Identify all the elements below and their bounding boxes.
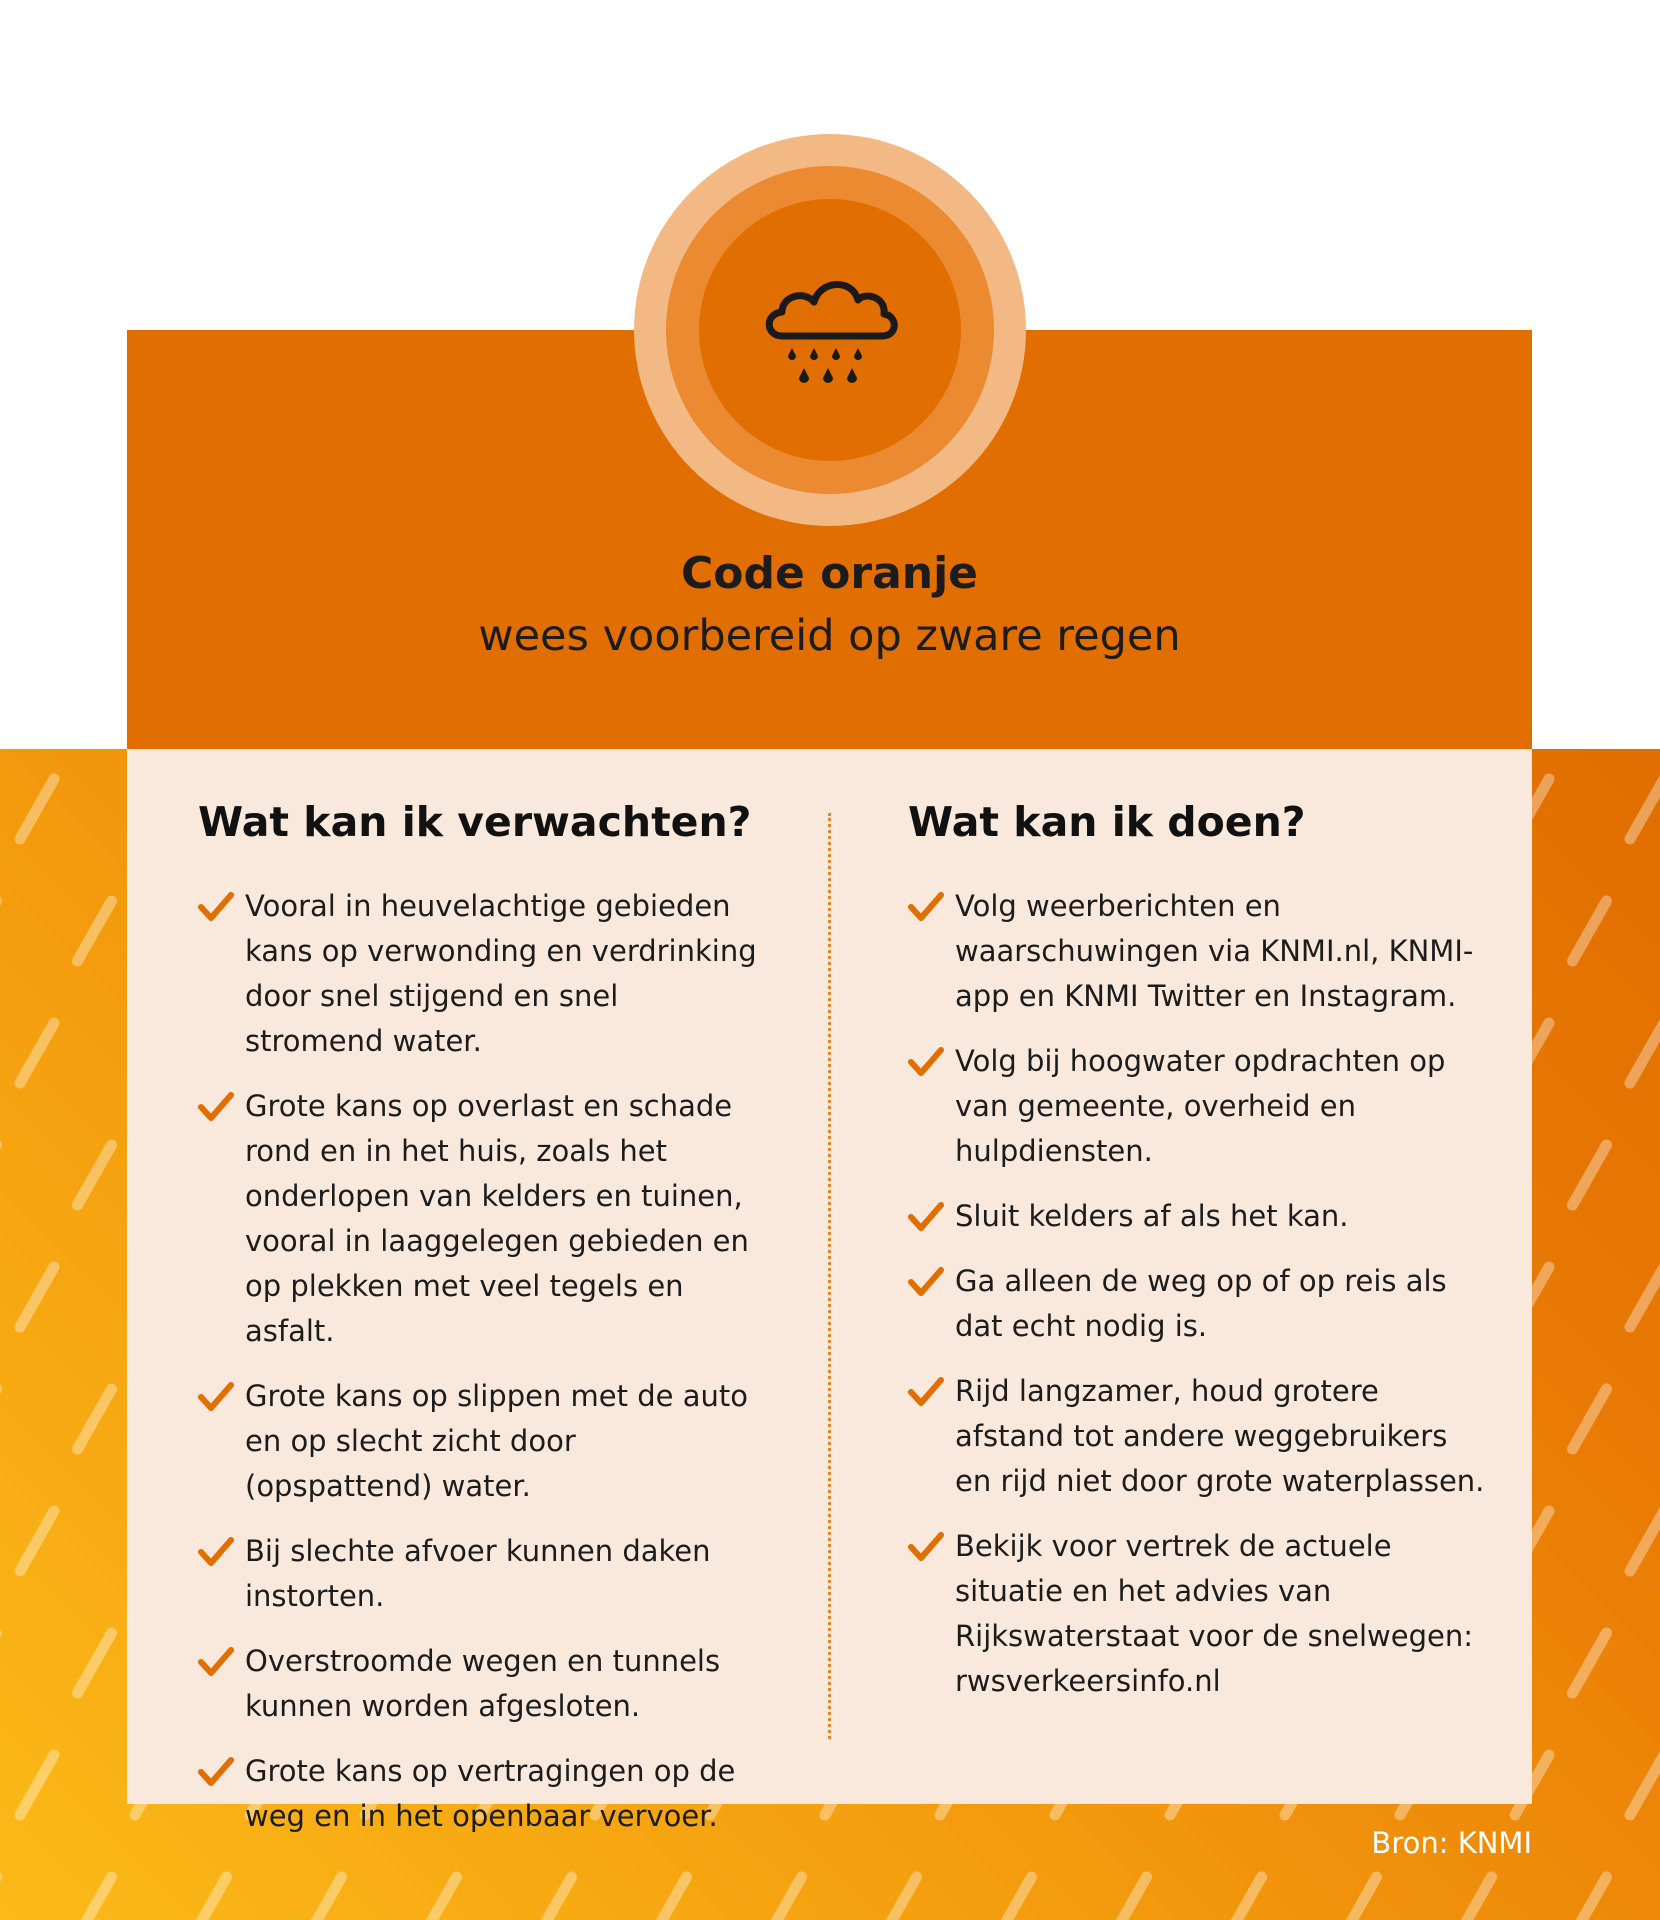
rain-stripe [1113,1877,1147,1920]
checkmark-icon [908,1531,944,1563]
todo-column [908,798,1488,1724]
checkmark-icon [908,1201,944,1233]
rain-stripe [423,1877,457,1920]
checkmark-icon [908,1266,944,1298]
expect-item-text: Grote kans op slippen met de auto en op slecht zicht door (opspattend) water. [245,1379,748,1503]
todo-item [908,1194,1488,1239]
todo-item-text: Sluit kelders af als het kan. [955,1199,1349,1233]
rain-stripe [78,1877,112,1920]
rain-stripe [1573,1389,1607,1449]
todo-item-text: Volg bij hoogwater opdrachten op van gemeente, overheid en hulpdiensten. [955,1044,1446,1168]
checkmark-icon [908,1376,944,1408]
rain-stripe [78,1145,112,1205]
expect-item [198,1529,758,1619]
checkmark-icon [908,1046,944,1078]
rain-stripe [883,1877,917,1920]
rain-stripe [20,1755,54,1815]
todo-list [908,884,1488,1704]
page-title: Code oranje [680,548,979,599]
expect-item [198,1639,758,1729]
expect-item [198,1749,758,1839]
todo-item [908,1369,1488,1504]
rain-stripe [1573,1633,1607,1693]
rain-stripe [193,1877,227,1920]
rain-stripe [78,1633,112,1693]
expect-item-text: Grote kans op vertragingen op de weg en in het openbaar vervoer. [245,1754,736,1833]
rain-stripe [308,1877,342,1920]
rain-stripe [20,1267,54,1327]
todo-item-text: Bekijk voor vertrek de actuele situatie en het advies van Rijkswaterstaat voor de snelwegen: rwsverkeersinfo.nl [955,1529,1474,1698]
page-subtitle: wees voorbereid op zware regen [478,611,1181,661]
rain-stripe [653,1877,687,1920]
rain-stripe [78,1389,112,1449]
source-credit: Bron: KNMI [1371,1826,1532,1860]
expect-item [198,1374,758,1509]
todo-item-text: Ga alleen de weg op of op reis als dat echt nodig is. [955,1264,1447,1343]
column-divider [828,813,831,1739]
rain-stripe [1343,1877,1377,1920]
expect-list [198,884,758,1839]
rain-stripe [1573,1145,1607,1205]
todo-item [908,1039,1488,1174]
rain-stripe [768,1877,802,1920]
expect-column [198,798,758,1859]
rain-stripe [1630,1511,1660,1571]
checkmark-icon [198,1091,234,1123]
rain-stripe [1630,1755,1660,1815]
expect-item-text: Bij slechte afvoer kunnen daken instorten. [245,1534,711,1613]
rain-stripe [78,901,112,961]
rain-stripe [20,779,54,839]
rain-stripe [1573,901,1607,961]
rain-stripe [1630,779,1660,839]
todo-item [908,1259,1488,1349]
rain-stripe [20,1023,54,1083]
checkmark-icon [198,1756,234,1788]
todo-item-text: Rijd langzamer, houd grotere afstand tot andere weggebruikers en rijd niet door grote waterplassen. [955,1374,1485,1498]
checkmark-icon [198,891,234,923]
rain-stripe [1573,1877,1607,1920]
checkmark-icon [198,1381,234,1413]
rain-stripe [1630,1267,1660,1327]
checkmark-icon [908,891,944,923]
expect-item-text: Grote kans op overlast en schade rond en in het huis, zoals het onderlopen van kelders en tuinen, vooral in laaggelegen gebieden en op plekken met veel tegels en asfalt. [245,1089,749,1348]
expect-item [198,884,758,1064]
todo-item-text: Volg weerberichten en waarschuwingen via KNMI.nl, KNMI-app en KNMI Twitter en Instagram. [955,889,1474,1013]
expect-heading: Wat kan ik verwachten? [198,798,752,846]
rain-stripe [1630,1023,1660,1083]
rain-stripe [1458,1877,1492,1920]
expect-item-text: Overstroomde wegen en tunnels kunnen worden afgesloten. [245,1644,721,1723]
rain-stripe [20,1511,54,1571]
rain-stripe [998,1877,1032,1920]
expect-item [198,1084,758,1354]
todo-item [908,1524,1488,1704]
rain-cloud-icon [760,268,900,392]
checkmark-icon [198,1646,234,1678]
rain-stripe [1228,1877,1262,1920]
checkmark-icon [198,1536,234,1568]
rain-stripe [538,1877,572,1920]
expect-item-text: Vooral in heuvelachtige gebieden kans op verwonding en verdrinking door snel stijgend en snel stromend water. [245,889,757,1058]
todo-heading: Wat kan ik doen? [908,798,1306,846]
todo-item [908,884,1488,1019]
